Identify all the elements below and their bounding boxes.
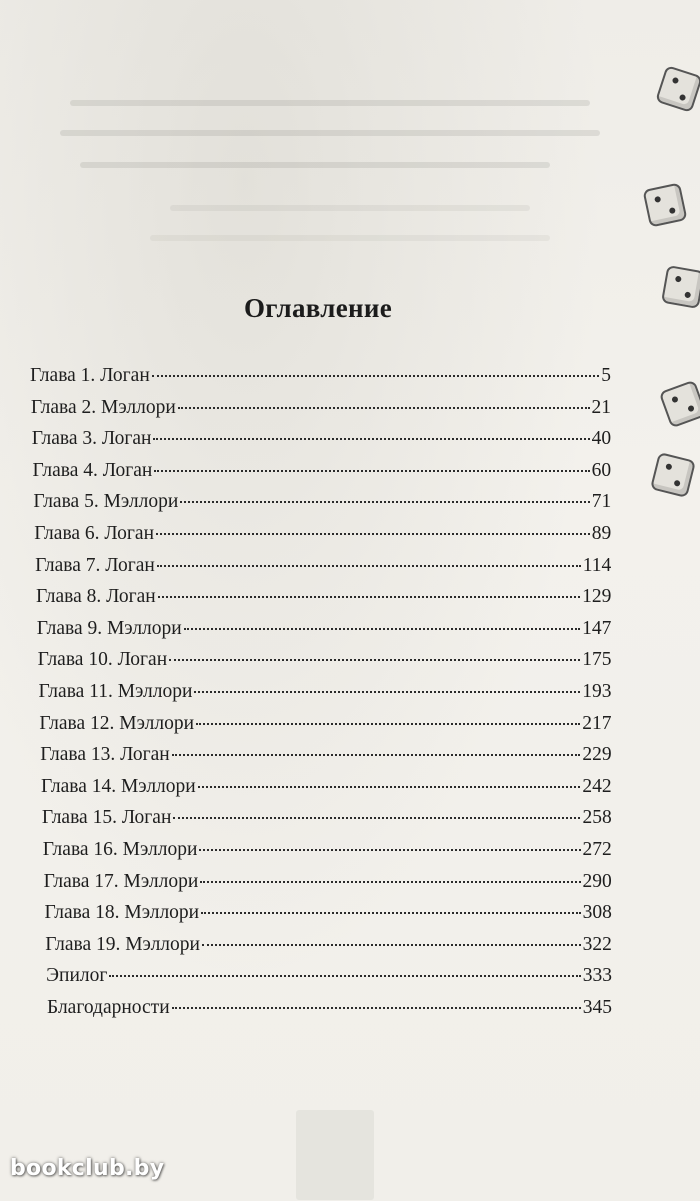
toc-entry-label: Глава 9. Мэллори xyxy=(36,617,182,639)
toc-entry-page-number: 308 xyxy=(582,902,612,924)
toc-entry-page-number: 290 xyxy=(582,870,612,892)
toc-entry-page-number: 272 xyxy=(582,839,612,860)
dice-icon xyxy=(655,65,700,113)
toc-entry xyxy=(44,902,611,934)
toc-entry xyxy=(45,934,612,966)
toc-entry-label: Глава 2. Мэллори xyxy=(30,396,176,418)
toc-leader-dots xyxy=(154,470,589,472)
toc-entry-label: Глава 1. Логан xyxy=(30,365,150,386)
toc-entry-label: Глава 7. Логан xyxy=(35,554,155,576)
toc-entry-label: Глава 10. Логан xyxy=(37,649,168,671)
show-through-line xyxy=(170,205,530,211)
toc-entry-label: Благодарности xyxy=(47,997,170,1018)
toc-entry-page-number: 40 xyxy=(591,428,612,450)
toc-entry-label: Глава 6. Логан xyxy=(34,523,155,544)
toc-entry-page-number: 322 xyxy=(582,933,612,955)
toc-entry xyxy=(44,871,612,903)
toc-entry-label: Глава 18. Мэллори xyxy=(44,902,200,924)
toc-entry-page-number: 21 xyxy=(591,396,612,418)
toc-entry xyxy=(33,491,611,523)
toc-entry xyxy=(39,713,611,745)
toc-entry xyxy=(38,649,612,681)
toc-entry-label: Глава 19. Мэллори xyxy=(45,933,200,955)
toc-entry xyxy=(46,965,612,997)
toc-leader-dots xyxy=(198,786,581,788)
toc-entry xyxy=(43,839,612,871)
toc-entry-page-number: 129 xyxy=(582,586,612,608)
toc-entry-page-number: 175 xyxy=(582,649,612,671)
watermark: bookclub.by xyxy=(10,1156,165,1181)
toc-entry-page-number: 60 xyxy=(591,459,612,481)
show-through-line xyxy=(60,130,600,136)
dice-icon xyxy=(661,265,700,309)
toc-entry-page-number: 89 xyxy=(591,523,612,544)
toc-entry-label: Глава 15. Логан xyxy=(41,807,172,829)
toc-entry-page-number: 242 xyxy=(582,775,612,797)
toc-leader-dots xyxy=(178,407,590,409)
toc-entry xyxy=(31,397,611,429)
toc-leader-dots xyxy=(157,565,581,567)
toc-entry-label: Глава 5. Мэллори xyxy=(33,491,179,513)
toc-leader-dots xyxy=(184,628,580,630)
toc-entry-label: Глава 16. Мэллори xyxy=(42,839,198,860)
toc-leader-dots xyxy=(152,375,599,377)
toc-leader-dots xyxy=(153,438,589,440)
toc-entry-label: Эпилог xyxy=(46,965,108,987)
toc-entry xyxy=(35,555,611,587)
dice-icon xyxy=(642,182,687,227)
toc-leader-dots xyxy=(173,817,580,819)
toc-entry-label: Глава 11. Мэллори xyxy=(38,681,193,702)
toc-leader-dots xyxy=(201,912,580,914)
toc-entry-label: Глава 17. Мэллори xyxy=(43,870,199,892)
toc-entry-label: Глава 3. Логан xyxy=(31,428,152,450)
toc-entry xyxy=(33,460,612,492)
toc-leader-dots xyxy=(172,1007,581,1009)
toc-leader-dots xyxy=(200,881,580,883)
toc-entry-label: Глава 12. Мэллори xyxy=(39,712,195,734)
show-through-line xyxy=(70,100,590,106)
toc-entry-label: Глава 13. Логан xyxy=(40,744,170,766)
toc-leader-dots xyxy=(202,944,581,946)
toc-leader-dots xyxy=(169,659,580,661)
toc-entry-page-number: 345 xyxy=(582,997,612,1018)
toc-entry xyxy=(42,807,612,839)
dice-icon xyxy=(659,380,700,429)
toc-entry xyxy=(47,997,612,1029)
toc-entry-label: Глава 4. Логан xyxy=(32,459,153,481)
toc-entry-page-number: 193 xyxy=(582,681,612,702)
toc-leader-dots xyxy=(109,975,580,977)
toc-entry-page-number: 147 xyxy=(582,617,612,639)
toc-entry xyxy=(37,618,612,650)
toc-leader-dots xyxy=(196,723,580,725)
toc-entry-page-number: 71 xyxy=(591,491,612,513)
toc-entry-page-number: 217 xyxy=(582,712,612,734)
toc-entry xyxy=(32,428,611,460)
toc-leader-dots xyxy=(194,691,580,693)
show-through-line xyxy=(80,162,550,168)
toc-leader-dots xyxy=(172,754,581,756)
toc-entry-page-number: 114 xyxy=(582,554,612,576)
toc-entry-page-number: 5 xyxy=(601,365,611,386)
toc-entry-label: Глава 14. Мэллори xyxy=(41,775,196,797)
toc-entry xyxy=(40,744,611,776)
toc-entry xyxy=(34,523,611,555)
page-title: Оглавление xyxy=(244,293,392,323)
toc-leader-dots xyxy=(158,596,580,598)
toc-entry-page-number: 258 xyxy=(582,807,612,829)
faint-stamp xyxy=(296,1110,374,1200)
show-through-line xyxy=(150,235,550,241)
toc-entry-page-number: 333 xyxy=(582,965,612,987)
toc-leader-dots xyxy=(180,501,589,503)
dice-icon xyxy=(650,452,696,498)
toc-entry xyxy=(41,776,612,808)
toc-entry-page-number: 229 xyxy=(582,744,612,766)
toc-entry xyxy=(39,681,612,713)
toc-entry xyxy=(36,586,611,618)
toc-leader-dots xyxy=(156,533,590,535)
toc-leader-dots xyxy=(199,849,580,851)
toc-entry xyxy=(30,365,611,397)
toc-entry-label: Глава 8. Логан xyxy=(35,586,156,608)
